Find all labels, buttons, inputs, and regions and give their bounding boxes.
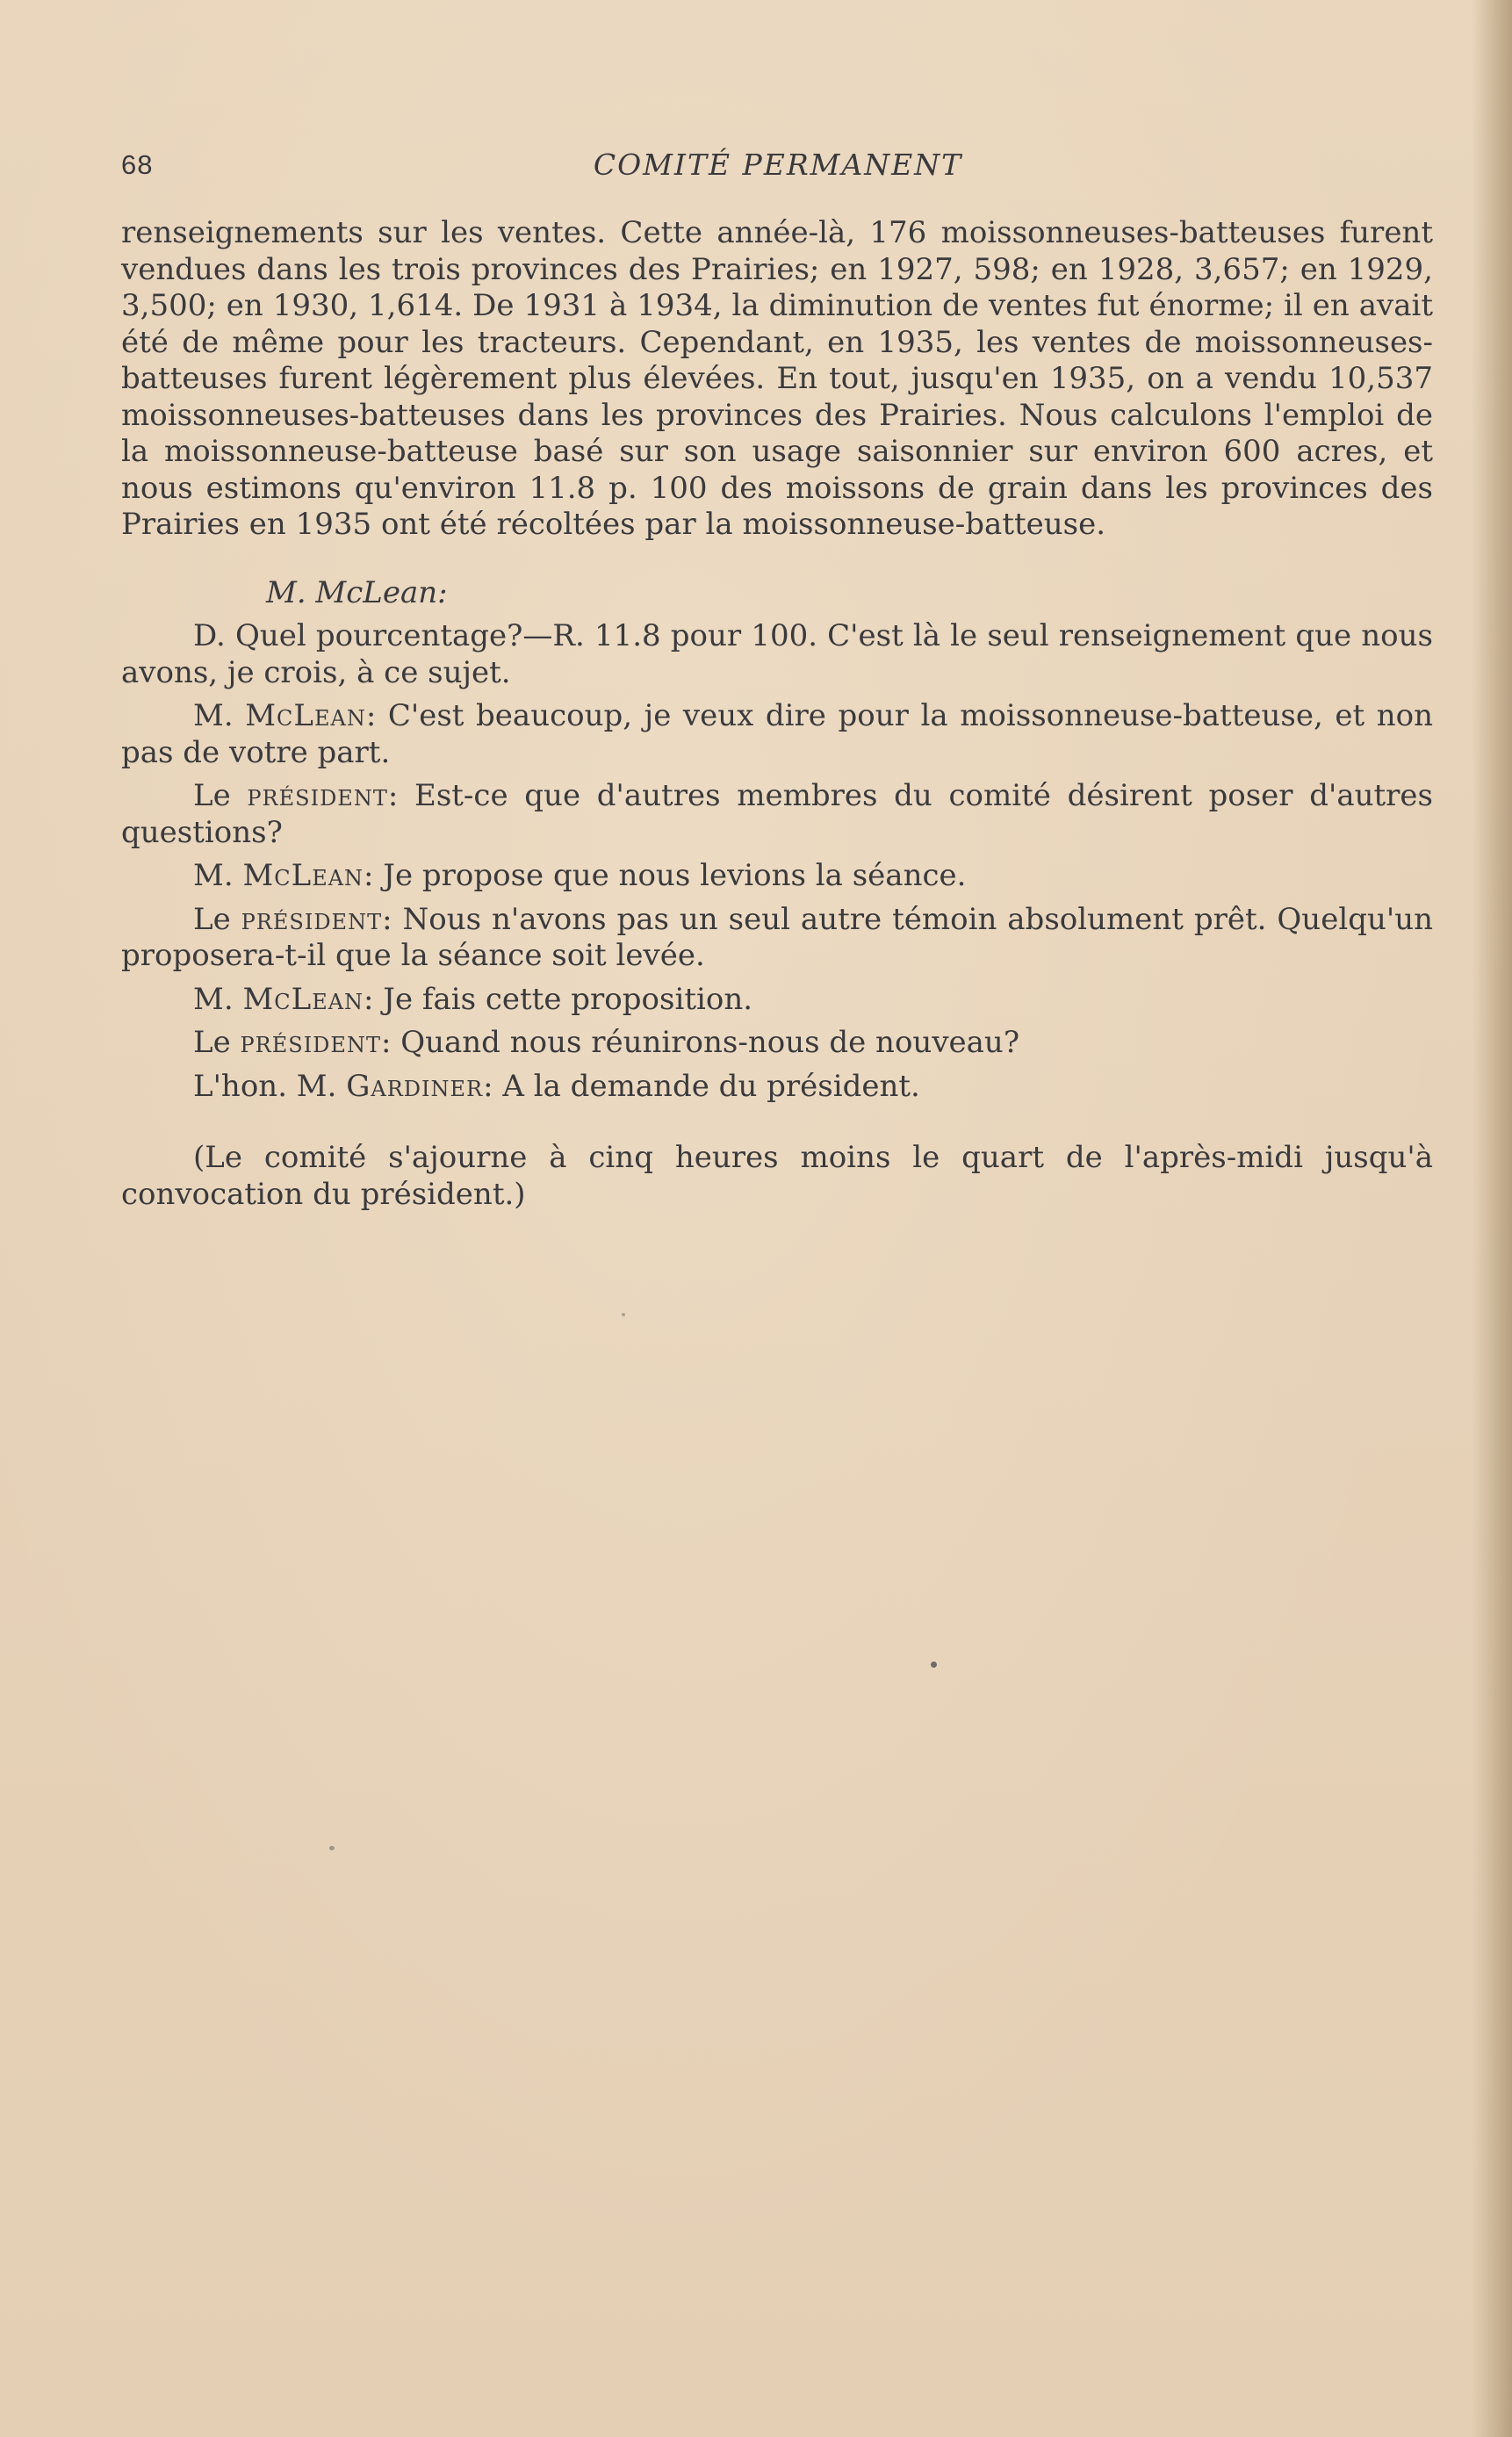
speaker-name: McLean — [245, 698, 366, 733]
speaker-name: président — [241, 901, 383, 937]
paper-speck — [931, 1662, 937, 1668]
speaker-text: : Je fais cette proposition. — [364, 981, 753, 1017]
speaker-prefix: L'hon. M. — [193, 1068, 347, 1104]
exchange-question-answer — [121, 618, 1433, 691]
exchange-mclean-2 — [121, 858, 1433, 895]
exchange-mclean-3 — [121, 982, 1433, 1019]
exchange-president-1 — [121, 778, 1433, 851]
body-text — [121, 215, 1433, 1213]
speaker-prefix: Le — [193, 1025, 241, 1060]
page-edge-shadow — [1472, 0, 1512, 2437]
speaker-prefix: Le — [193, 778, 248, 813]
exchange-president-2 — [121, 902, 1433, 975]
speaker-text: : Je propose que nous levions la séance. — [364, 858, 967, 893]
speaker-name: Gardiner — [346, 1068, 484, 1104]
exchange-mclean-1 — [121, 698, 1433, 771]
speaker-text: : Quand nous réunirons-nous de nouveau? — [380, 1025, 1020, 1060]
speaker-name: McLean — [242, 981, 364, 1017]
speaker-prefix: M. — [193, 858, 243, 893]
page-header — [121, 148, 1435, 190]
speaker-name: président — [240, 1025, 381, 1060]
exchange-text: D. Quel pourcentage?—R. 11.8 pour 100. C'est là le seul renseignement que nous avons, je crois, à ce sujet. — [121, 618, 1433, 690]
paper-speck — [622, 1313, 625, 1316]
exchange-gardiner — [121, 1069, 1433, 1106]
speaker-heading: M. McLean: — [266, 574, 448, 610]
opening-paragraph: renseignements sur les ventes. Cette année-là, 176 moissonneuses-batteuses furent vendues dans les trois provinces des Prairies; en 1927, 598; en 1928, 3,657; en 1929, 3,500; en 1930, 1,614. De 1931 à 1934, la diminution de ventes fut énorme; il en avait été de même pour les tracteurs. Cependant, en 1935, les ventes de moissonneuses-batteuses furent légèrement plus élevées. En tout, jusqu'en 1935, on a vendu 10,537 moissonneuses-batteuses dans les provinces des Prairies. Nous calculons l'emploi de la moissonneuse-batteuse basé sur son usage saisonnier sur environ 600 acres, et nous estimons qu'environ 11.8 p. 100 des moissons de grain dans les provinces des Prairies en 1935 ont été récoltées par la moissonneuse-batteuse. — [121, 215, 1433, 542]
speaker-prefix: M. — [193, 981, 243, 1017]
speaker-prefix: M. — [193, 698, 246, 733]
speaker-text: : A la demande du président. — [483, 1068, 920, 1104]
speaker-prefix: Le — [193, 901, 241, 937]
paper-speck — [329, 1846, 335, 1850]
speaker-name: président — [247, 778, 388, 813]
speaker-text: : Est-ce que d'autres membres du comité désirent poser d'autres questions? — [121, 778, 1433, 850]
speaker-text: : C'est beaucoup, je veux dire pour la moissonneuse-batteuse, et non pas de votre part. — [121, 698, 1433, 770]
speaker-name: McLean — [242, 858, 364, 893]
closing-note: (Le comité s'ajourne à cinq heures moins le quart de l'après-midi jusqu'à convocation du président.) — [121, 1140, 1433, 1212]
exchange-president-3 — [121, 1025, 1433, 1062]
speaker-text: : Nous n'avons pas un seul autre témoin absolument prêt. Quelqu'un proposera-t-il que la séance soit levée. — [121, 901, 1433, 973]
running-head: COMITÉ PERMANENT — [593, 148, 963, 182]
page-number: 68 — [121, 149, 154, 180]
